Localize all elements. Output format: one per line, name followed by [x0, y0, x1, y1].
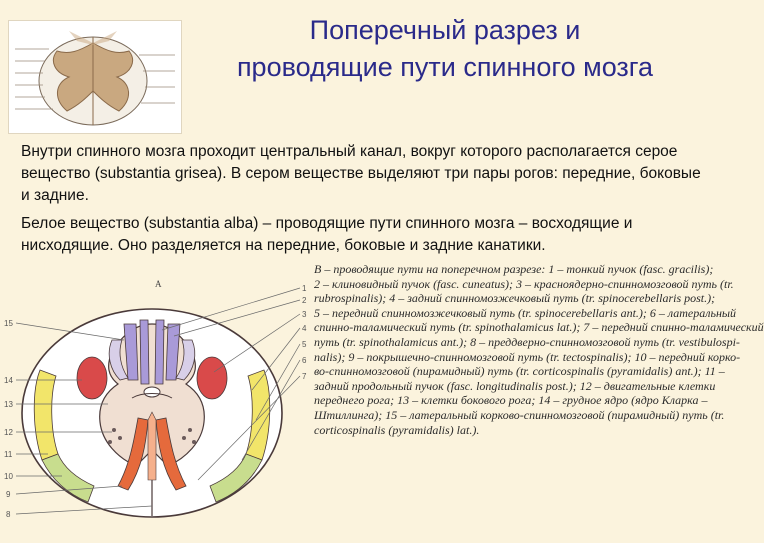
- legend-line: Штиллинга); 15 – латеральный корково-спинномозговой (пирамидный) путь (tr.: [314, 407, 725, 422]
- diagram-drawing: [2, 280, 310, 538]
- label-5: 5: [302, 340, 307, 349]
- red-tract-right: [197, 357, 227, 399]
- label-13: 13: [4, 400, 13, 409]
- label-15: 15: [4, 319, 13, 328]
- thumbnail-drawing: [9, 21, 181, 133]
- label-6: 6: [302, 356, 307, 365]
- legend-line: во-спинномозговой (пирамидный) путь (tr. corticospinalis (pyramidalis) ant.); 11 –: [314, 364, 725, 379]
- label-2: 2: [302, 296, 307, 305]
- central-canal: [144, 387, 160, 397]
- spinal-cord-thumbnail: [8, 20, 182, 134]
- title-line-1: Поперечный разрез и: [309, 15, 581, 45]
- label-3: 3: [302, 310, 307, 319]
- legend-line: 2 – клиновидный пучок (fasc. cuneatus); 3 – красноядерно-спинномозговой путь (tr.: [314, 276, 734, 291]
- label-12: 12: [4, 428, 13, 437]
- red-tract-left: [77, 357, 107, 399]
- label-8: 8: [6, 510, 11, 519]
- legend-line: 5 – передний спинномозжечковый путь (tr. spinocerebellaris ant.); 6 – латеральный: [314, 305, 737, 320]
- label-7: 7: [302, 372, 307, 381]
- legend-line: rubrospinalis); 4 – задний спинномозжечковый путь (tr. spinocerebellaris post.);: [314, 291, 716, 306]
- legend-line: В – проводящие пути на поперечном разрезе: 1 – тонкий пучок (fasc. gracilis);: [314, 262, 714, 276]
- label-4: 4: [302, 324, 307, 333]
- label-11: 11: [4, 450, 13, 459]
- legend-line: переднего рога; 13 – клетки бокового рога; 14 – грудное ядро (ядро Кларка –: [314, 393, 708, 408]
- legend-line: corticospinalis (pyramidalis) lat.).: [314, 422, 480, 437]
- legend-line: nalis); 9 – покрышечно-спинномозговой путь (tr. tectospinalis); 10 – передний корко-: [314, 349, 741, 364]
- legend-line: спинно-таламический путь (tr. spinothalamicus lat.); 7 – передний спинно-таламический: [314, 320, 764, 335]
- slide-title: [185, 12, 705, 86]
- title-line-2: проводящие пути спинного мозга: [236, 52, 654, 82]
- label-10: 10: [4, 472, 13, 481]
- legend-line: задний продольный пучок (fasc. longitudinalis post.); 12 – двигательные клетки: [314, 378, 716, 393]
- label-9: 9: [6, 490, 11, 499]
- label-14: 14: [4, 376, 13, 385]
- legend-line: путь (tr. spinothalamicus ant.); 8 – преддверно-спинномозговой путь (tr. vestibulospi-: [314, 334, 740, 349]
- diagram-letter-a: А: [155, 279, 162, 289]
- paragraph-white-matter: Белое вещество (substantia alba) – проводящие пути спинного мозга – восходящие и нисходящие. Оно разделяется на передние, боковые и задние канатики.: [21, 215, 633, 254]
- paragraph-gray-matter: Внутри спинного мозга проходит центральный канал, вокруг которого располагается серое вещество (substantia grisea). В сером веществе выделяют три пары рогов: передние, боковые и задние.: [21, 143, 701, 204]
- legend-block: [314, 262, 764, 532]
- label-1: 1: [302, 284, 307, 293]
- spinal-cord-diagram: [2, 280, 310, 538]
